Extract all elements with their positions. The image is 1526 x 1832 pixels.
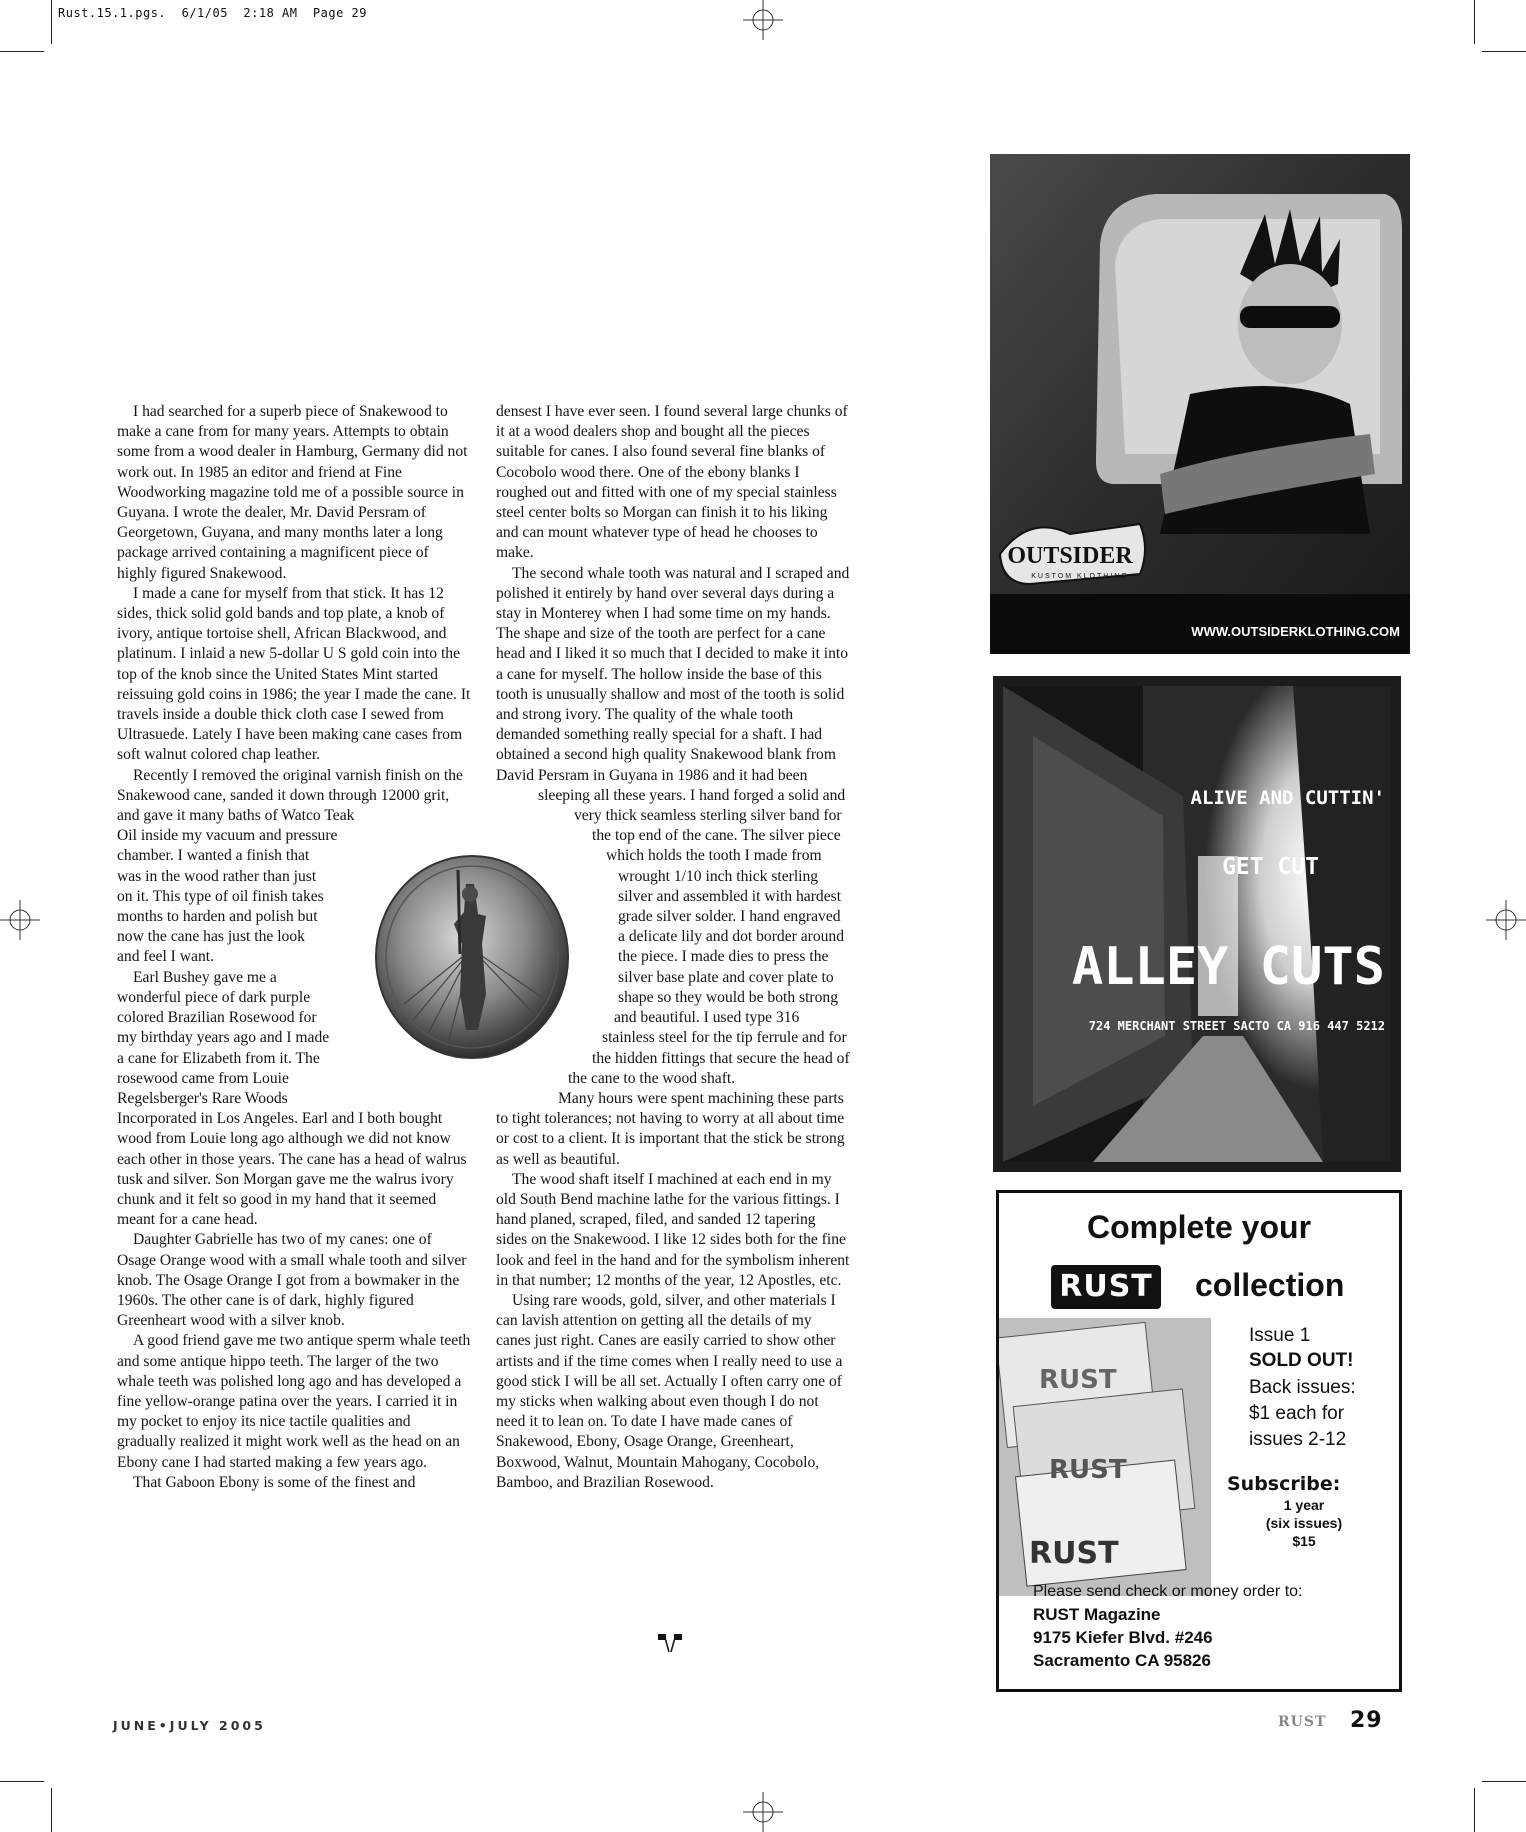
- address-line-3: Sacramento CA 95826: [1033, 1651, 1211, 1670]
- rust-subscription-ad: [996, 1190, 1402, 1692]
- back-issues-line-3: issues 2-12: [1249, 1429, 1347, 1450]
- alley-address: 724 MERCHANT STREET SACTO CA 916 447 5212: [1088, 1019, 1385, 1033]
- crop-mark: [0, 1781, 44, 1782]
- paragraph: The second whale tooth was natural and I scraped and polished it entirely by hand over several days during a stay in Monterey when I had some time on my hands. The shape and size of the tooth are perfect for a cane head and I liked it so much that I decided to make it into a cane for myself. The hollow inside the base of this tooth is unusually shallow and most of the tooth is solid and strong ivory. The quality of the whale tooth demanded something really special for a shaft. I had obtained a second high quality Snakewood blank from David Persram in Guyana in 1986 and it had been sleeping all these years. I hand forged a solid and very thick seamless sterling silver band for the top end of the cane. The silver piece which holds the tooth I made from wrought 1/10 inch thick sterling silver and assembled it with hardest grade silver solder. I hand engraved a delicate lily and dot border around the piece. I made dies to press the silver base plate and cover plate to shape so they would be both strong and beautiful. I used type 316 stainless steel for the tip ferrule and for the hidden fittings that secure the head of the cane to the wood shaft.: [496, 564, 850, 1087]
- paragraph: I had searched for a superb piece of Snakewood to make a cane from for many years. Attempts to obtain some from a wood dealer in Hamburg, Germany did not work out. In 1985 an editor and friend at Fine Woodworking magazine told me of a possible source in Guyana. I wrote the dealer, Mr. David Persram of Georgetown, Guyana, and many months later a long package arrived containing a magnificent piece of highly figured Snakewood.: [117, 403, 468, 582]
- paragraph: Using rare woods, gold, silver, and other materials I can lavish attention on getting all the details of my canes just right. Canes are easily carried to show other artists and if the time comes when I really need to use a good stick I will be all set. Actually I often carry one of my sticks when walking about even though I do not need it to lean on. To date I have made canes of Snakewood, Ebony, Osage Orange, Greenheart, Boxwood, Walnut, Mountain Mahogany, Cocobolo, Bamboo, and Brazilian Rosewood.: [496, 1291, 843, 1491]
- alley-name: ALLEY CUTS: [1071, 937, 1385, 997]
- gold-coin-image: [374, 854, 570, 1060]
- alley-line-1: ALIVE AND CUTTIN': [1190, 787, 1385, 809]
- rust-logo: RUST: [1051, 1265, 1161, 1309]
- back-issues-line-2: $1 each for: [1249, 1403, 1345, 1424]
- paragraph: Recently I removed the original varnish finish on the Snakewood cane, sanded it down through 12000 grit, and gave it many baths of Watco Teak Oil inside my vacuum and pressure chamber. I wanted a finish that was in the wood rather than just on it. This type of oil finish takes months to harden and polish but now the cane has just the look and feel I want.: [117, 766, 463, 966]
- magazine-stack-photo: [999, 1318, 1211, 1596]
- paragraph: Earl Bushey gave me a wonderful piece of dark purple colored Brazilian Rosewood for my birthday years ago and I made a cane for Elizabeth from it. The rosewood came from Louie Regelsberger's Rare Woods Incorporated in Los Angeles. Earl and I both bought wood from Louie long ago although we did not know each other in those years. The cane has a head of walrus tusk and silver. Son Morgan gave me the walrus ivory chunk and it felt so good in my hand that it seemed meant for a cane head.: [117, 968, 467, 1229]
- subscribe-issues: (six issues): [1265, 1515, 1343, 1531]
- address-line-1: RUST Magazine: [1033, 1605, 1161, 1624]
- subscribe-term: 1 year: [1283, 1497, 1325, 1513]
- svg-text:RUST: RUST: [1029, 1536, 1119, 1571]
- crop-mark: [1474, 1788, 1475, 1832]
- crop-mark: [0, 51, 44, 52]
- crop-mark: [1482, 51, 1526, 52]
- paragraph: The wood shaft itself I machined at each end in my old South Bend machine lathe for the various fittings. I hand planed, scraped, filed, and sanded 12 tapering sides on the Snakewood. I like 12 sides both for the fine look and feel in the hand and for the symbolism inherent in that number; 12 months of the year, 12 Apostles, etc.: [496, 1170, 850, 1289]
- registration-mark-right: [1486, 900, 1526, 940]
- registration-mark-left: [0, 900, 40, 940]
- photo-alley: [993, 676, 1401, 1172]
- subscribe-price: $15: [1292, 1533, 1316, 1549]
- page-number: 29: [1350, 1708, 1383, 1733]
- outsider-logo: OUTSIDER: [1007, 543, 1133, 569]
- outsider-url: WWW.OUTSIDERKLOTHING.COM: [1191, 624, 1400, 639]
- registration-mark-top: [743, 0, 783, 40]
- outsider-tagline: KUSTOM KLOTHING: [1031, 573, 1129, 580]
- back-issues-line-1: Back issues:: [1249, 1377, 1356, 1398]
- alley-line-2: GET CUT: [1222, 854, 1319, 880]
- paragraph: That Gaboon Ebony is some of the finest and: [133, 1473, 416, 1491]
- crop-mark: [51, 0, 52, 44]
- photo-man-in-car: [990, 154, 1410, 654]
- crop-mark: [1482, 1781, 1526, 1782]
- outsider-klothing-ad: [990, 154, 1410, 654]
- paragraph: Daughter Gabrielle has two of my canes: one of Osage Orange wood with a small whale tooth and silver knob. The Osage Orange I got from a bowmaker in the 1960s. The other cane is of dark, highly figured Greenheart wood with a silver knob.: [117, 1231, 467, 1330]
- crop-mark: [51, 1788, 52, 1832]
- ad-headline-2: collection: [1195, 1267, 1345, 1303]
- paragraph: A good friend gave me two antique sperm whale teeth and some antique hippo teeth. The larger of the two whale teeth was polished long ago and has developed a fine yellow-orange patina over the years. I carried it in my pocket to enjoy its nice tactile qualities and gradually realized it might work well as the head on an Ebony cane I had started making a few years ago.: [117, 1332, 471, 1471]
- send-instructions: Please send check or money order to:: [1033, 1583, 1303, 1600]
- magazine-name: RUST: [1278, 1714, 1327, 1730]
- issue-date: JUNE•JULY 2005: [113, 1718, 266, 1733]
- registration-mark-bottom: [743, 1792, 783, 1832]
- subscribe-label: Subscribe:: [1227, 1473, 1341, 1495]
- sold-out-label: SOLD OUT!: [1249, 1350, 1354, 1371]
- checkered-flags-icon: [657, 1632, 683, 1654]
- issue-1-label: Issue 1: [1249, 1325, 1311, 1346]
- paragraph: Many hours were spent machining these parts to tight tolerances; not having to worry at all about time or cost to a client. It is important that the stick be strong as well as beautiful.: [496, 1089, 845, 1168]
- address-line-2: 9175 Kiefer Blvd. #246: [1033, 1628, 1213, 1647]
- paragraph: densest I have ever seen. I found several large chunks of it at a wood dealers shop and bought all the pieces suitable for canes. I also found several fine blanks of Cocobolo wood there. One of the ebony blanks I roughed out and fitted with one of my special stainless steel center bolts so Morgan can finish it to his liking and can mount whatever type of head he chooses to make.: [496, 403, 848, 562]
- svg-text:RUST: RUST: [1039, 1365, 1117, 1395]
- crop-mark: [1474, 0, 1475, 44]
- paragraph: I made a cane for myself from that stick. It has 12 sides, thick solid gold bands and top plate, a knob of ivory, antique tortoise shell, African Blackwood, and platinum. I inlaid a new 5-dollar U S gold coin into the top of the knob since the United States Mint started reissuing gold coins in 1986; the year I made the cane. It travels inside a double thick cloth case I sewed from Ultrasuede. Lately I have been making cane cases from soft walnut colored chap leather.: [117, 584, 471, 764]
- alley-cuts-ad: [993, 676, 1401, 1172]
- ad-headline-1: Complete your: [1086, 1209, 1312, 1245]
- svg-text:RUST: RUST: [1049, 1455, 1127, 1485]
- printer-slug: Rust.15.1.pgs. 6/1/05 2:18 AM Page 29: [58, 6, 367, 20]
